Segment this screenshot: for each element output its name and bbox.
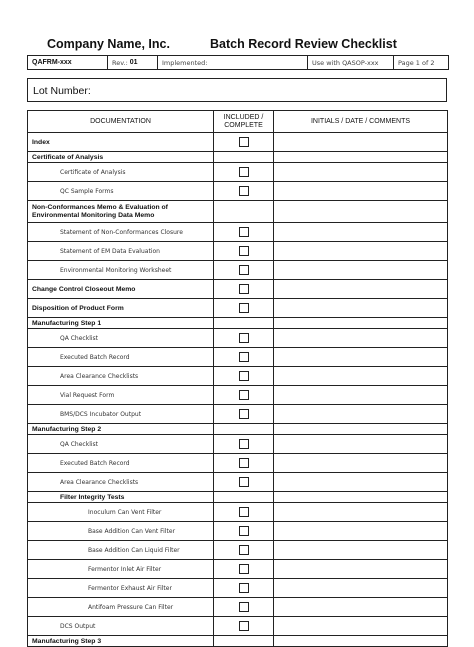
included-checkbox[interactable] — [239, 246, 249, 256]
lot-number-field[interactable] — [27, 78, 447, 102]
table-row — [28, 435, 448, 454]
included-checkbox[interactable] — [239, 621, 249, 631]
comments-cell[interactable] — [274, 367, 448, 386]
column-header-included: INCLUDED / COMPLETE — [214, 111, 274, 133]
row-label: Area Clearance Checklists — [28, 367, 214, 386]
comments-cell[interactable] — [274, 261, 448, 280]
table-row — [28, 163, 448, 182]
included-cell — [214, 261, 274, 280]
table-header — [28, 111, 448, 133]
table-row — [28, 454, 448, 473]
included-checkbox[interactable] — [239, 390, 249, 400]
table-row — [28, 560, 448, 579]
included-checkbox[interactable] — [239, 227, 249, 237]
comments-cell[interactable] — [274, 280, 448, 299]
comments-cell[interactable] — [274, 405, 448, 424]
included-checkbox[interactable] — [239, 583, 249, 593]
included-checkbox[interactable] — [239, 167, 249, 177]
implemented — [158, 56, 308, 69]
table-row — [28, 424, 448, 435]
included-checkbox[interactable] — [239, 352, 249, 362]
included-checkbox[interactable] — [239, 265, 249, 275]
included-checkbox[interactable] — [239, 409, 249, 419]
included-checkbox[interactable] — [239, 545, 249, 555]
table-row — [28, 367, 448, 386]
included-cell — [214, 579, 274, 598]
table-row — [28, 636, 448, 647]
comments-cell[interactable] — [274, 522, 448, 541]
table-row — [28, 182, 448, 201]
comments-cell[interactable] — [274, 133, 448, 152]
included-cell — [214, 617, 274, 636]
row-label: Environmental Monitoring Worksheet — [28, 261, 214, 280]
table-row — [28, 261, 448, 280]
row-label: Manufacturing Step 2 — [28, 424, 214, 435]
comments-cell[interactable] — [274, 152, 448, 163]
column-header-comments: INITIALS / DATE / COMMENTS — [274, 111, 448, 133]
page-number — [394, 56, 448, 69]
included-checkbox[interactable] — [239, 284, 249, 294]
table-row — [28, 386, 448, 405]
row-label: Non-Conformances Memo & Evaluation of Environmental Monitoring Data Memo — [28, 201, 214, 223]
table-row — [28, 473, 448, 492]
included-cell — [214, 182, 274, 201]
revision — [108, 56, 158, 69]
page-label: Page 1 of 2 — [398, 58, 435, 67]
row-label: QC Sample Forms — [28, 182, 214, 201]
row-label: Antifoam Pressure Can Filter — [28, 598, 214, 617]
table-row — [28, 242, 448, 261]
included-cell — [214, 367, 274, 386]
included-cell — [214, 280, 274, 299]
included-checkbox[interactable] — [239, 371, 249, 381]
comments-cell[interactable] — [274, 299, 448, 318]
row-label: QA Checklist — [28, 329, 214, 348]
lot-number-label: Lot Number: — [33, 85, 91, 97]
included-checkbox[interactable] — [239, 303, 249, 313]
row-label: Manufacturing Step 3 — [28, 636, 214, 647]
included-cell — [214, 560, 274, 579]
comments-cell[interactable] — [274, 598, 448, 617]
row-label: Area Clearance Checklists — [28, 473, 214, 492]
table-row — [28, 280, 448, 299]
rev-label: Rev.: — [112, 58, 128, 67]
included-cell — [214, 329, 274, 348]
checklist-table — [27, 110, 448, 647]
table-row — [28, 617, 448, 636]
comments-cell[interactable] — [274, 541, 448, 560]
comments-cell[interactable] — [274, 182, 448, 201]
comments-cell[interactable] — [274, 424, 448, 435]
included-checkbox[interactable] — [239, 333, 249, 343]
included-cell — [214, 473, 274, 492]
row-label: Fermentor Exhaust Air Filter — [28, 579, 214, 598]
comments-cell[interactable] — [274, 242, 448, 261]
row-label: Certificate of Analysis — [28, 152, 214, 163]
row-label: QA Checklist — [28, 435, 214, 454]
included-cell — [214, 242, 274, 261]
table-row — [28, 522, 448, 541]
comments-cell[interactable] — [274, 201, 448, 223]
row-label: Manufacturing Step 1 — [28, 318, 214, 329]
row-label: Statement of Non-Conformances Closure — [28, 223, 214, 242]
included-cell — [214, 348, 274, 367]
table-row — [28, 503, 448, 522]
included-cell — [214, 522, 274, 541]
document-title: Batch Record Review Checklist — [210, 37, 397, 51]
table-row — [28, 492, 448, 503]
use-with-label: Use with QASOP-xxx — [312, 58, 379, 67]
implemented-label: Implemented: — [162, 58, 208, 67]
row-label: Executed Batch Record — [28, 454, 214, 473]
table-row — [28, 133, 448, 152]
document-meta-row — [27, 55, 449, 70]
included-checkbox[interactable] — [239, 526, 249, 536]
table-row — [28, 318, 448, 329]
column-header-documentation: DOCUMENTATION — [28, 111, 214, 133]
comments-cell[interactable] — [274, 435, 448, 454]
included-cell — [214, 386, 274, 405]
table-row — [28, 152, 448, 163]
included-checkbox[interactable] — [239, 186, 249, 196]
row-label: Vial Request Form — [28, 386, 214, 405]
included-cell — [214, 598, 274, 617]
included-cell — [214, 503, 274, 522]
table-row — [28, 299, 448, 318]
included-checkbox[interactable] — [239, 137, 249, 147]
comments-cell[interactable] — [274, 163, 448, 182]
row-label: Statement of EM Data Evaluation — [28, 242, 214, 261]
comments-cell[interactable] — [274, 223, 448, 242]
comments-cell[interactable] — [274, 386, 448, 405]
row-label: Base Addition Can Liquid Filter — [28, 541, 214, 560]
included-cell — [214, 492, 274, 503]
table-row — [28, 598, 448, 617]
row-label: Executed Batch Record — [28, 348, 214, 367]
included-checkbox[interactable] — [239, 458, 249, 468]
comments-cell[interactable] — [274, 492, 448, 503]
comments-cell[interactable] — [274, 560, 448, 579]
table-row — [28, 329, 448, 348]
included-cell — [214, 152, 274, 163]
included-checkbox[interactable] — [239, 602, 249, 612]
rev-value: 01 — [129, 59, 138, 66]
included-cell — [214, 636, 274, 647]
comments-cell[interactable] — [274, 636, 448, 647]
row-label: Fermentor Inlet Air Filter — [28, 560, 214, 579]
row-label: Inoculum Can Vent Filter — [28, 503, 214, 522]
included-cell — [214, 201, 274, 223]
row-label: Certificate of Analysis — [28, 163, 214, 182]
row-label: Base Addition Can Vent Filter — [28, 522, 214, 541]
included-cell — [214, 435, 274, 454]
included-cell — [214, 454, 274, 473]
included-cell — [214, 223, 274, 242]
row-label: BMS/DCS Incubator Output — [28, 405, 214, 424]
doc-id: QAFRM-xxx — [28, 56, 108, 69]
use-with — [308, 56, 394, 69]
comments-cell[interactable] — [274, 318, 448, 329]
included-cell — [214, 318, 274, 329]
row-label: Disposition of Product Form — [28, 299, 214, 318]
included-cell — [214, 299, 274, 318]
included-checkbox[interactable] — [239, 477, 249, 487]
included-cell — [214, 424, 274, 435]
comments-cell[interactable] — [274, 617, 448, 636]
table-row — [28, 223, 448, 242]
comments-cell[interactable] — [274, 579, 448, 598]
included-checkbox[interactable] — [239, 564, 249, 574]
included-cell — [214, 133, 274, 152]
table-row — [28, 541, 448, 560]
comments-cell[interactable] — [274, 454, 448, 473]
comments-cell[interactable] — [274, 473, 448, 492]
comments-cell[interactable] — [274, 503, 448, 522]
table-row — [28, 405, 448, 424]
included-checkbox[interactable] — [239, 439, 249, 449]
included-checkbox[interactable] — [239, 507, 249, 517]
table-row — [28, 348, 448, 367]
company-name: Company Name, Inc. — [47, 37, 170, 51]
table-row — [28, 579, 448, 598]
row-label: Index — [28, 133, 214, 152]
included-cell — [214, 405, 274, 424]
included-cell — [214, 541, 274, 560]
included-cell — [214, 163, 274, 182]
comments-cell[interactable] — [274, 329, 448, 348]
row-label: Filter Integrity Tests — [28, 492, 214, 503]
table-row — [28, 201, 448, 223]
comments-cell[interactable] — [274, 348, 448, 367]
row-label: DCS Output — [28, 617, 214, 636]
row-label: Change Control Closeout Memo — [28, 280, 214, 299]
